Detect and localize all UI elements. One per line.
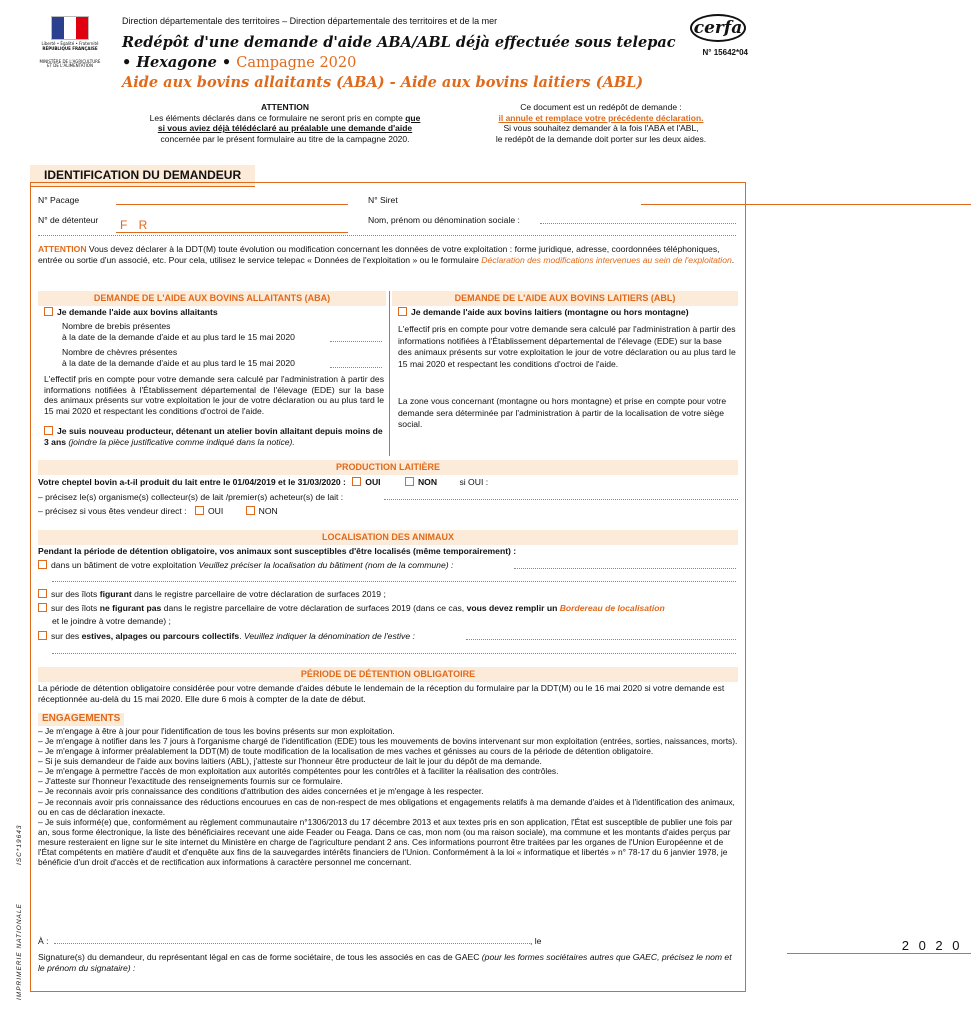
direction-text: Direction départementale des territoires – Direction départementale des territoires et de la mer xyxy=(122,16,498,26)
ilots-figurant-checkbox[interactable] xyxy=(38,589,47,598)
pacage-label: N° Pacage xyxy=(38,195,80,205)
attention-line-3: concernée par le présent formulaire au titre de la campagne 2020. xyxy=(160,133,410,144)
engagement-item: – Si je suis demandeur de l'aide aux bovins laitiers (ABL), j'atteste sur l'honneur être producteur de lait le jour du dépôt de ma demande. xyxy=(38,756,542,767)
production-question-row: Votre cheptel bovin a-t-il produit du lait entre le 01/04/2019 et le 31/03/2020 : OUI NON si OUI : xyxy=(38,477,489,487)
redepot-line-2: il annule et remplace votre précédente déclaration. xyxy=(498,112,704,123)
date-year: 2 0 2 0 xyxy=(901,937,963,953)
identification-attention: ATTENTION Vous devez déclarer à la DDT(M) toute évolution ou modification concernant les données de votre exploitation : forme juridique, adresse, coordonnées téléphoniques, entrée ou sortie d'un associé, etc. Pour cela, utilisez le service telepac « Données de l'exploitation » ou le formulaire Déclaration des modifications intervenues au sein de l'exploitation. xyxy=(38,244,735,265)
isc-code: ISC*19643 xyxy=(16,824,23,865)
localisation-opt3-end: et le joindre à votre demande) ; xyxy=(52,616,171,626)
aba-checkbox[interactable] xyxy=(44,307,53,316)
abl-effectif: L'effectif pris en compte pour votre demande sera calculé par l'administration à partir des informations notifiées à l'Établissement départemental de l'élevage (EDE) sur la base des animaux présents sur votre exploitation le jour de votre déclaration ou au plus tard le 15 mai 2020 et respectant les conditions d'octroi de l'aide. xyxy=(398,324,736,369)
chevres-label-1: Nombre de chèvres présentes xyxy=(62,347,178,357)
localisation-intro: Pendant la période de détention obligatoire, vos animaux sont susceptibles d'être localisés (même temporairement) : xyxy=(38,546,517,556)
estive-input-2[interactable] xyxy=(52,645,736,654)
batiment-commune-input[interactable] xyxy=(514,560,736,569)
periode-text: La période de détention obligatoire considérée pour votre demande d'aides débute le lendemain de la réception du formulaire par la DDT(M) ou le 16 mai 2020 si votre demande est réceptionnée au-delà du 15 mai 2020. Elle dure 6 mois à compter de la date de début. xyxy=(38,683,725,704)
logo-ministry: MINISTÈRE DE L'AGRICULTURE ET DE L'ALIMENTATION xyxy=(39,58,101,69)
estive-input[interactable] xyxy=(466,631,736,640)
nom-input-line-2[interactable] xyxy=(38,228,736,236)
attention-line-2: si vous aviez déjà télédéclaré au préalable une demande d'aide xyxy=(157,123,413,134)
organismes-input[interactable] xyxy=(384,491,738,500)
abl-checkbox[interactable] xyxy=(398,307,407,316)
signature-text: Signature(s) du demandeur, du représentant légal en cas de forme sociétaire, de tous les associés en cas de GAEC (pour les formes sociétaires autres que GAEC, précisez le nom et le prénom du signataire) : xyxy=(38,952,732,973)
redepot-line-4: le redépôt de la demande doit porter sur les deux aides. xyxy=(495,133,707,144)
title-hexagone: • Hexagone • xyxy=(122,54,237,71)
vendeur-row: – précisez si vous êtes vendeur direct : OUI NON xyxy=(38,506,278,516)
aba-nouveau-row[interactable]: Je suis nouveau producteur, détenant un atelier bovin allaitant depuis moins de 3 ans (joindre la pièce justificative comme indiqué dans la notice). xyxy=(44,426,383,447)
siret-input[interactable] xyxy=(641,194,971,205)
chevres-input[interactable] xyxy=(330,359,382,368)
attention-line-1: Les éléments déclarés dans ce formulaire ne seront pris en compte que xyxy=(149,112,421,123)
siret-label: N° Siret xyxy=(368,195,398,205)
production-non-checkbox[interactable] xyxy=(405,477,414,486)
logo-rf: RÉPUBLIQUE FRANÇAISE xyxy=(42,45,98,51)
aba-heading: DEMANDE DE L'AIDE AUX BOVINS ALLAITANTS (ABA) xyxy=(38,291,386,306)
abl-zone: La zone vous concernant (montagne ou hors montagne) et prise en compte pour votre demande sera déterminée par l'administration à partir de la localisation de votre siège social. xyxy=(398,396,727,430)
organismes-label: – précisez le(s) organisme(s) collecteur(s) de lait /premier(s) acheteur(s) de lait : xyxy=(38,492,344,502)
lieu-input[interactable] xyxy=(54,935,530,944)
engagement-item: – Je m'engage à permettre l'accès de mon exploitation aux autorités compétentes pour les contrôles et à faciliter la réalisation des contrôles. xyxy=(38,766,559,777)
periode-heading: PÉRIODE DE DÉTENTION OBLIGATOIRE xyxy=(38,667,738,682)
title-line-3: Aide aux bovins allaitants (ABA) - Aide aux bovins laitiers (ABL) xyxy=(122,74,644,91)
detenteur-label: N° de détenteur xyxy=(38,215,99,225)
ilots-non-figurant-checkbox[interactable] xyxy=(38,603,47,612)
title-line-2 xyxy=(122,54,356,72)
detenteur-value: F R xyxy=(120,217,152,232)
redepot-line-3: Si vous souhaitez demander à la fois l'ABA et l'ABL, xyxy=(503,123,699,134)
title-line-1: Redépôt d'une demande d'aide ABA/ABL déjà effectuée sous telepac xyxy=(122,34,676,51)
brebis-label-1: Nombre de brebis présentes xyxy=(62,321,171,331)
vendeur-non-checkbox[interactable] xyxy=(246,506,255,515)
flag-icon xyxy=(51,16,89,40)
attention-heading: ATTENTION xyxy=(260,102,309,112)
cerfa-logo: cerfa xyxy=(690,14,746,42)
engagements-list xyxy=(38,726,740,867)
engagement-item: – J'atteste sur l'honneur l'exactitude des renseignements fournis sur ce formulaire. xyxy=(38,776,343,787)
aba-checkbox-row[interactable]: Je demande l'aide aux bovins allaitants xyxy=(44,307,218,318)
brebis-label-2: à la date de la demande d'aide et au plus tard le 15 mai 2020 xyxy=(62,332,295,342)
engagement-item: – Je suis informé(e) que, conformément au règlement communautaire n°1306/2013 du 17 décembre 2013 et aux textes pris en son application, l'État est susceptible de publier une fois par an, sous forme électronique, la liste des bénéficiaires recevant une aide Feader ou Feaga. Dans ce cas, mon nom (ou ma raison sociale), ma commune et les montants d'aides perçus par mesure resteraient en ligne sur le site internet du Ministère en charge de l'agriculture pendant 2 ans. Ces informations pourront être traitées par les organes de l'Union Européenne et de l'État compétents en matière d'audit et d'enquête aux fins de la sauvegardes intérêts financiers de l'Union. Conformément à la loi « informatique et libertés » n° 78-17 du 6 janvier 1978, je bénéficie d'un droit d'accès et de rectification aux informations à caractère personnel me concernant. xyxy=(38,816,733,868)
engagements-heading: ENGAGEMENTS xyxy=(38,713,124,726)
title-campagne: Campagne 2020 xyxy=(236,55,357,71)
abl-heading: DEMANDE DE L'AIDE AUX BOVINS LAITIERS (ABL) xyxy=(392,291,738,306)
chevres-label-2: à la date de la demande d'aide et au plus tard le 15 mai 2020 xyxy=(62,358,295,368)
batiment-commune-input-2[interactable] xyxy=(52,573,736,582)
engagement-item: – Je m'engage à informer préalablement la DDT(M) de toute modification de la localisation de mes vaches et génisses au cours de la période de détention obligatoire. xyxy=(38,746,654,757)
imprimerie-text: IMPRIMERIE NATIONALE xyxy=(16,903,23,1000)
localisation-heading: LOCALISATION DES ANIMAUX xyxy=(38,530,738,545)
vendeur-oui-checkbox[interactable] xyxy=(195,506,204,515)
identification-title: IDENTIFICATION DU DEMANDEUR xyxy=(30,165,255,187)
production-heading: PRODUCTION LAITIÈRE xyxy=(38,460,738,475)
batiment-checkbox[interactable] xyxy=(38,560,47,569)
localisation-opt2[interactable]: sur des îlots figurant dans le registre parcellaire de votre déclaration de surfaces 2019 ; xyxy=(38,589,386,600)
production-oui-checkbox[interactable] xyxy=(352,477,361,486)
pacage-input[interactable] xyxy=(116,194,348,205)
brebis-input[interactable] xyxy=(330,333,382,342)
engagement-item: – Je m'engage à être à jour pour l'identification de tous les bovins présents sur mon exploitation. xyxy=(38,726,395,736)
localisation-opt4[interactable]: sur des estives, alpages ou parcours collectifs. Veuillez indiquer la dénomination de l'estive : xyxy=(38,631,738,642)
nom-input[interactable] xyxy=(540,214,736,224)
nom-label: Nom, prénom ou dénomination sociale : xyxy=(368,215,520,225)
engagement-item: – Je reconnais avoir pris connaissance des conditions d'attribution des aides concernées et je m'engage à les respecter. xyxy=(38,786,484,797)
cerfa-number: N° 15642*04 xyxy=(702,48,748,57)
attention-right xyxy=(458,102,744,145)
a-label: À : xyxy=(38,936,49,946)
engagement-item: – Je reconnais avoir pris connaissance des réductions encourues en cas de non-respect de mes obligations et engagements relatifs à ma demande d'aides et à l'identification des animaux, ou en cas de déclaration inexacte. xyxy=(38,796,735,817)
abl-checkbox-row[interactable]: Je demande l'aide aux bovins laitiers (montagne ou hors montagne) xyxy=(398,307,689,318)
localisation-opt1[interactable]: dans un bâtiment de votre exploitation Veuillez préciser la localisation du bâtiment (nom de la commune) : xyxy=(38,560,738,571)
republique-francaise-logo xyxy=(37,16,103,92)
nouveau-checkbox[interactable] xyxy=(44,426,53,435)
aba-effectif: L'effectif pris en compte pour votre demande sera calculé par l'administration à partir des informations notifiées à l'Établissement départemental de l'élevage (EDE) sur la base des animaux présents sur votre exploitation le jour de votre déclaration ou au plus tard le 15 mai 2020 et respectant les conditions d'octroi de l'aide. xyxy=(44,374,384,417)
date-input[interactable] xyxy=(787,937,971,954)
logo-motto: Liberté • Égalité • Fraternité xyxy=(41,41,99,46)
le-label: , le xyxy=(530,936,542,946)
aba-abl-divider xyxy=(389,291,390,456)
attention-left xyxy=(120,102,450,145)
engagement-item: – Je m'engage à notifier dans les 7 jours à l'organisme chargé de l'identification (EDE) tous les mouvements de bovins intervenant sur mon exploitation (entrées, sorties, naissances, morts). xyxy=(38,736,738,747)
localisation-opt3[interactable]: sur des îlots ne figurant pas dans le registre parcellaire de votre déclaration de surfaces 2019 (dans ce cas, vous devez remplir un Bordereau de localisation xyxy=(38,603,738,614)
redepot-line-1: Ce document est un redépôt de demande : xyxy=(520,102,682,112)
estives-checkbox[interactable] xyxy=(38,631,47,640)
